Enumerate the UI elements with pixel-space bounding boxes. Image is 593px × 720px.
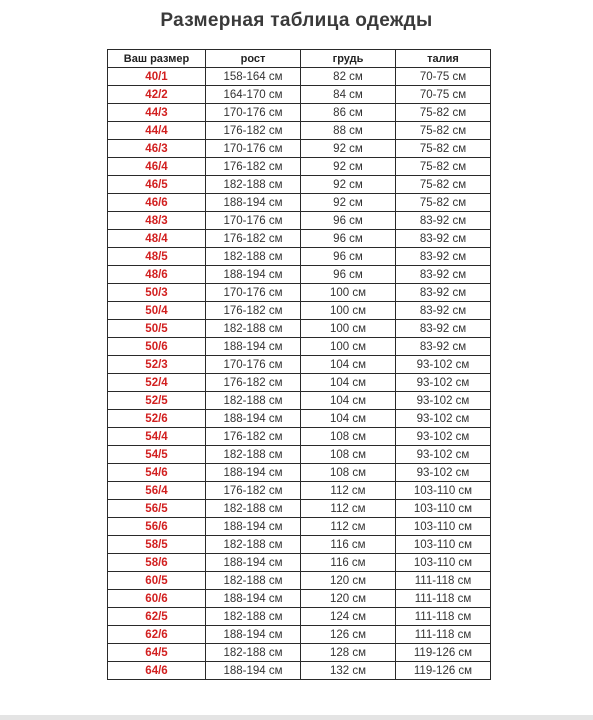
cell-chest: 86 см bbox=[301, 104, 396, 122]
cell-waist: 93-102 см bbox=[396, 446, 491, 464]
table-row bbox=[108, 158, 491, 176]
cell-waist: 103-110 см bbox=[396, 554, 491, 572]
cell-waist: 83-92 см bbox=[396, 284, 491, 302]
cell-height: 188-194 см bbox=[206, 464, 301, 482]
cell-size: 62/5 bbox=[108, 608, 206, 626]
cell-chest: 84 см bbox=[301, 86, 396, 104]
cell-waist: 75-82 см bbox=[396, 122, 491, 140]
cell-chest: 100 см bbox=[301, 338, 396, 356]
page-title: Размерная таблица одежды bbox=[160, 10, 433, 31]
cell-height: 170-176 см bbox=[206, 104, 301, 122]
header-height: рост bbox=[206, 50, 301, 68]
cell-waist: 111-118 см bbox=[396, 608, 491, 626]
table-row bbox=[108, 302, 491, 320]
cell-waist: 93-102 см bbox=[396, 464, 491, 482]
cell-height: 158-164 см bbox=[206, 68, 301, 86]
cell-chest: 126 см bbox=[301, 626, 396, 644]
cell-size: 44/4 bbox=[108, 122, 206, 140]
bottom-divider bbox=[0, 715, 593, 720]
cell-waist: 75-82 см bbox=[396, 176, 491, 194]
cell-waist: 83-92 см bbox=[396, 338, 491, 356]
table-row bbox=[108, 428, 491, 446]
cell-size: 46/4 bbox=[108, 158, 206, 176]
cell-height: 176-182 см bbox=[206, 374, 301, 392]
cell-chest: 120 см bbox=[301, 590, 396, 608]
cell-height: 182-188 см bbox=[206, 320, 301, 338]
cell-chest: 96 см bbox=[301, 266, 396, 284]
cell-size: 48/4 bbox=[108, 230, 206, 248]
table-row bbox=[108, 140, 491, 158]
table-row bbox=[108, 356, 491, 374]
cell-size: 50/6 bbox=[108, 338, 206, 356]
cell-size: 52/5 bbox=[108, 392, 206, 410]
cell-chest: 100 см bbox=[301, 320, 396, 338]
cell-height: 176-182 см bbox=[206, 158, 301, 176]
cell-height: 170-176 см bbox=[206, 212, 301, 230]
cell-size: 44/3 bbox=[108, 104, 206, 122]
cell-chest: 116 см bbox=[301, 536, 396, 554]
cell-size: 50/4 bbox=[108, 302, 206, 320]
cell-chest: 82 см bbox=[301, 68, 396, 86]
cell-chest: 96 см bbox=[301, 212, 396, 230]
cell-height: 176-182 см bbox=[206, 428, 301, 446]
cell-chest: 112 см bbox=[301, 482, 396, 500]
cell-height: 182-188 см bbox=[206, 392, 301, 410]
table-row bbox=[108, 104, 491, 122]
cell-height: 170-176 см bbox=[206, 140, 301, 158]
size-table bbox=[107, 49, 491, 680]
cell-chest: 124 см bbox=[301, 608, 396, 626]
cell-chest: 132 см bbox=[301, 662, 396, 680]
cell-size: 40/1 bbox=[108, 68, 206, 86]
cell-waist: 111-118 см bbox=[396, 626, 491, 644]
cell-height: 188-194 см bbox=[206, 662, 301, 680]
cell-size: 46/6 bbox=[108, 194, 206, 212]
table-row bbox=[108, 536, 491, 554]
cell-waist: 119-126 см bbox=[396, 644, 491, 662]
cell-waist: 111-118 см bbox=[396, 590, 491, 608]
table-row bbox=[108, 230, 491, 248]
cell-waist: 83-92 см bbox=[396, 266, 491, 284]
table-row bbox=[108, 320, 491, 338]
cell-height: 188-194 см bbox=[206, 590, 301, 608]
table-row bbox=[108, 500, 491, 518]
cell-size: 60/5 bbox=[108, 572, 206, 590]
cell-waist: 83-92 см bbox=[396, 248, 491, 266]
cell-size: 50/3 bbox=[108, 284, 206, 302]
table-row bbox=[108, 626, 491, 644]
cell-size: 52/6 bbox=[108, 410, 206, 428]
cell-waist: 93-102 см bbox=[396, 356, 491, 374]
cell-size: 64/5 bbox=[108, 644, 206, 662]
cell-size: 56/5 bbox=[108, 500, 206, 518]
table-row bbox=[108, 446, 491, 464]
cell-waist: 93-102 см bbox=[396, 428, 491, 446]
cell-size: 64/6 bbox=[108, 662, 206, 680]
cell-height: 182-188 см bbox=[206, 176, 301, 194]
cell-waist: 70-75 см bbox=[396, 86, 491, 104]
table-row bbox=[108, 68, 491, 86]
cell-waist: 75-82 см bbox=[396, 140, 491, 158]
cell-chest: 104 см bbox=[301, 356, 396, 374]
cell-size: 52/3 bbox=[108, 356, 206, 374]
cell-size: 58/6 bbox=[108, 554, 206, 572]
table-row bbox=[108, 176, 491, 194]
table-row bbox=[108, 338, 491, 356]
table-row bbox=[108, 410, 491, 428]
cell-waist: 93-102 см bbox=[396, 410, 491, 428]
cell-waist: 93-102 см bbox=[396, 374, 491, 392]
table-row bbox=[108, 608, 491, 626]
cell-waist: 119-126 см bbox=[396, 662, 491, 680]
cell-chest: 112 см bbox=[301, 500, 396, 518]
header-chest: грудь bbox=[301, 50, 396, 68]
table-row bbox=[108, 266, 491, 284]
cell-size: 48/6 bbox=[108, 266, 206, 284]
table-row bbox=[108, 122, 491, 140]
table-row bbox=[108, 194, 491, 212]
cell-height: 188-194 см bbox=[206, 266, 301, 284]
cell-height: 182-188 см bbox=[206, 248, 301, 266]
cell-size: 52/4 bbox=[108, 374, 206, 392]
cell-height: 188-194 см bbox=[206, 626, 301, 644]
cell-size: 60/6 bbox=[108, 590, 206, 608]
cell-chest: 112 см bbox=[301, 518, 396, 536]
table-row bbox=[108, 86, 491, 104]
cell-waist: 83-92 см bbox=[396, 320, 491, 338]
cell-size: 58/5 bbox=[108, 536, 206, 554]
table-row bbox=[108, 554, 491, 572]
cell-size: 54/5 bbox=[108, 446, 206, 464]
table-row bbox=[108, 284, 491, 302]
cell-height: 176-182 см bbox=[206, 482, 301, 500]
table-row bbox=[108, 464, 491, 482]
cell-waist: 75-82 см bbox=[396, 104, 491, 122]
cell-chest: 120 см bbox=[301, 572, 396, 590]
cell-height: 188-194 см bbox=[206, 194, 301, 212]
cell-waist: 103-110 см bbox=[396, 518, 491, 536]
cell-waist: 83-92 см bbox=[396, 212, 491, 230]
table-row bbox=[108, 482, 491, 500]
table-row bbox=[108, 590, 491, 608]
cell-waist: 70-75 см bbox=[396, 68, 491, 86]
cell-size: 42/2 bbox=[108, 86, 206, 104]
header-size: Ваш размер bbox=[108, 50, 206, 68]
cell-chest: 104 см bbox=[301, 374, 396, 392]
cell-size: 46/3 bbox=[108, 140, 206, 158]
table-header-row bbox=[108, 50, 491, 68]
cell-size: 46/5 bbox=[108, 176, 206, 194]
cell-height: 188-194 см bbox=[206, 338, 301, 356]
cell-waist: 75-82 см bbox=[396, 158, 491, 176]
table-row bbox=[108, 518, 491, 536]
cell-chest: 100 см bbox=[301, 284, 396, 302]
cell-chest: 92 см bbox=[301, 158, 396, 176]
cell-waist: 83-92 см bbox=[396, 302, 491, 320]
cell-waist: 75-82 см bbox=[396, 194, 491, 212]
cell-waist: 103-110 см bbox=[396, 500, 491, 518]
header-waist: талия bbox=[396, 50, 491, 68]
cell-chest: 104 см bbox=[301, 392, 396, 410]
cell-size: 56/4 bbox=[108, 482, 206, 500]
cell-waist: 103-110 см bbox=[396, 482, 491, 500]
cell-waist: 103-110 см bbox=[396, 536, 491, 554]
cell-height: 188-194 см bbox=[206, 554, 301, 572]
cell-height: 164-170 см bbox=[206, 86, 301, 104]
cell-chest: 88 см bbox=[301, 122, 396, 140]
cell-height: 182-188 см bbox=[206, 500, 301, 518]
cell-waist: 111-118 см bbox=[396, 572, 491, 590]
cell-height: 182-188 см bbox=[206, 446, 301, 464]
cell-height: 182-188 см bbox=[206, 572, 301, 590]
cell-height: 182-188 см bbox=[206, 536, 301, 554]
cell-height: 182-188 см bbox=[206, 608, 301, 626]
cell-size: 50/5 bbox=[108, 320, 206, 338]
cell-height: 170-176 см bbox=[206, 356, 301, 374]
table-row bbox=[108, 572, 491, 590]
cell-size: 54/4 bbox=[108, 428, 206, 446]
cell-size: 62/6 bbox=[108, 626, 206, 644]
cell-waist: 93-102 см bbox=[396, 392, 491, 410]
table-row bbox=[108, 644, 491, 662]
cell-height: 188-194 см bbox=[206, 518, 301, 536]
cell-size: 54/6 bbox=[108, 464, 206, 482]
cell-height: 176-182 см bbox=[206, 122, 301, 140]
cell-size: 48/3 bbox=[108, 212, 206, 230]
cell-size: 48/5 bbox=[108, 248, 206, 266]
table-row bbox=[108, 248, 491, 266]
table-row bbox=[108, 662, 491, 680]
table-row bbox=[108, 374, 491, 392]
table-row bbox=[108, 392, 491, 410]
table-row bbox=[108, 212, 491, 230]
cell-chest: 108 см bbox=[301, 464, 396, 482]
table-body bbox=[108, 68, 491, 680]
cell-chest: 128 см bbox=[301, 644, 396, 662]
cell-chest: 96 см bbox=[301, 248, 396, 266]
cell-chest: 92 см bbox=[301, 194, 396, 212]
cell-chest: 104 см bbox=[301, 410, 396, 428]
cell-chest: 108 см bbox=[301, 446, 396, 464]
cell-chest: 92 см bbox=[301, 176, 396, 194]
cell-chest: 108 см bbox=[301, 428, 396, 446]
cell-waist: 83-92 см bbox=[396, 230, 491, 248]
cell-height: 176-182 см bbox=[206, 230, 301, 248]
cell-height: 182-188 см bbox=[206, 644, 301, 662]
cell-chest: 116 см bbox=[301, 554, 396, 572]
cell-chest: 100 см bbox=[301, 302, 396, 320]
cell-height: 188-194 см bbox=[206, 410, 301, 428]
cell-chest: 96 см bbox=[301, 230, 396, 248]
cell-size: 56/6 bbox=[108, 518, 206, 536]
cell-chest: 92 см bbox=[301, 140, 396, 158]
cell-height: 170-176 см bbox=[206, 284, 301, 302]
cell-height: 176-182 см bbox=[206, 302, 301, 320]
